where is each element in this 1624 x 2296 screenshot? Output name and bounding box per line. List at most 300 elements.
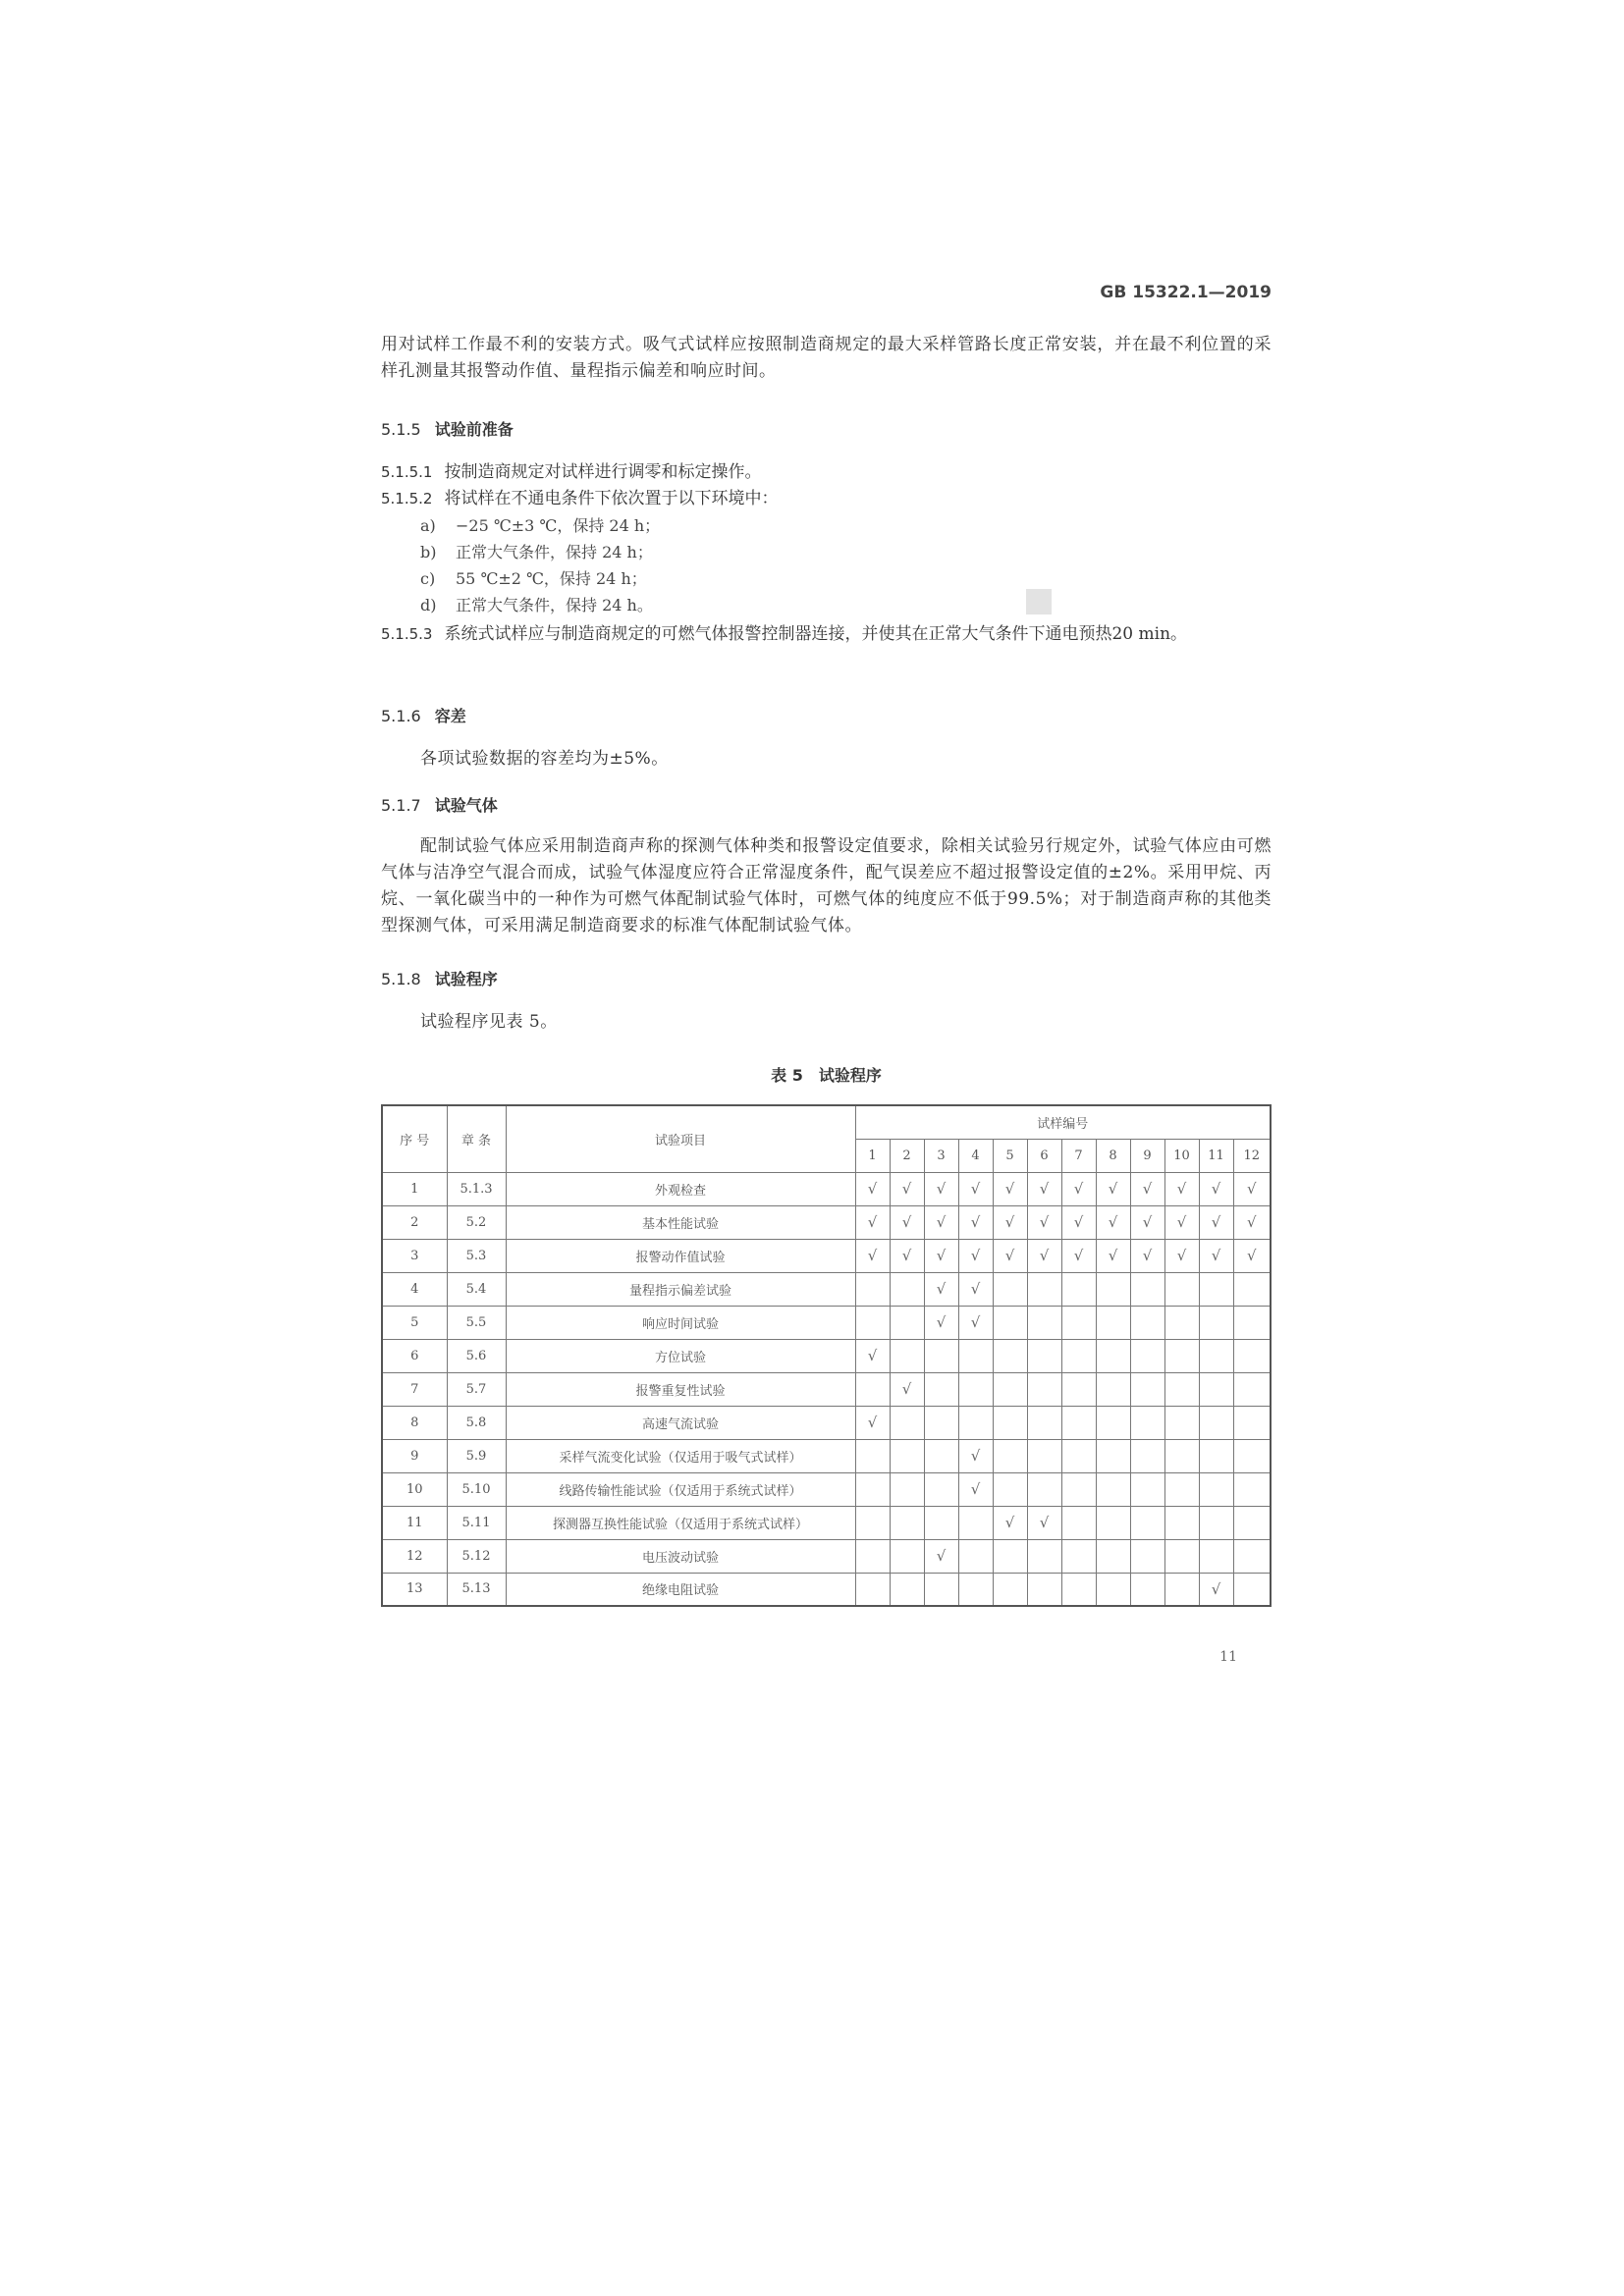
sample-cell — [958, 1439, 993, 1472]
intro-paragraph: 用对试样工作最不利的安装方式。吸气式试样应按照制造商规定的最大采样管路长度正常安装，并在最不利位置的采样孔测量其报警动作值、量程指示偏差和响应时间。 — [381, 335, 1272, 381]
check-mark: √ — [1004, 1213, 1015, 1231]
check-mark: √ — [936, 1547, 947, 1565]
row-item: 电压波动试验 — [506, 1539, 855, 1573]
sample-cell — [1096, 1439, 1130, 1472]
page-number: 11 — [1219, 1649, 1237, 1665]
check-mark: √ — [1142, 1247, 1153, 1264]
sample-cell — [890, 1272, 924, 1306]
row-seq: 2 — [382, 1205, 447, 1239]
sample-number-header: 1 — [855, 1139, 890, 1172]
table-row — [382, 1239, 1271, 1272]
table-row — [382, 1339, 1271, 1372]
section-heading-5-1-6 — [381, 704, 466, 726]
sample-cell — [993, 1406, 1027, 1439]
sample-cell — [958, 1205, 993, 1239]
sample-cell — [855, 1239, 890, 1272]
sample-number-header: 10 — [1164, 1139, 1199, 1172]
sample-cell — [1199, 1339, 1233, 1372]
section-number: 5.1.8 — [381, 970, 421, 988]
sample-cell — [1164, 1372, 1199, 1406]
sample-cell — [924, 1272, 958, 1306]
sample-number-header: 8 — [1096, 1139, 1130, 1172]
sample-cell — [1199, 1372, 1233, 1406]
sub-item-text: −25 ℃±3 ℃，保持 24 h； — [456, 516, 661, 535]
header-seq: 序 号 — [382, 1105, 447, 1172]
section-number: 5.1.6 — [381, 707, 421, 725]
check-mark: √ — [1039, 1247, 1050, 1264]
header-samples: 试样编号 — [855, 1105, 1271, 1139]
check-mark: √ — [901, 1247, 912, 1264]
sample-cell — [993, 1272, 1027, 1306]
sample-cell — [855, 1472, 890, 1506]
sample-cell — [1130, 1272, 1164, 1306]
sample-cell — [1130, 1205, 1164, 1239]
sample-cell — [855, 1272, 890, 1306]
check-mark: √ — [1211, 1247, 1221, 1264]
header-clause: 章 条 — [447, 1105, 506, 1172]
check-mark: √ — [1246, 1213, 1257, 1231]
sample-cell — [993, 1439, 1027, 1472]
check-mark: √ — [1211, 1213, 1221, 1231]
sample-cell — [890, 1172, 924, 1205]
sample-cell — [958, 1406, 993, 1439]
sample-cell — [1233, 1272, 1271, 1306]
sample-cell — [924, 1439, 958, 1472]
sample-cell — [1164, 1306, 1199, 1339]
sample-cell — [1027, 1406, 1061, 1439]
row-seq: 8 — [382, 1406, 447, 1439]
sample-cell — [1061, 1439, 1096, 1472]
sample-cell — [958, 1339, 993, 1372]
sub-item-b — [420, 541, 653, 564]
sample-cell — [958, 1506, 993, 1539]
sample-cell — [924, 1406, 958, 1439]
check-mark: √ — [901, 1180, 912, 1198]
test-procedure-table — [381, 1104, 1272, 1607]
section-title: 试验前准备 — [434, 420, 514, 439]
row-clause: 5.9 — [447, 1439, 506, 1472]
sample-cell — [1199, 1539, 1233, 1573]
check-mark: √ — [1176, 1180, 1187, 1198]
sample-cell — [1233, 1406, 1271, 1439]
sample-cell — [924, 1172, 958, 1205]
sample-cell — [1130, 1472, 1164, 1506]
table-row — [382, 1573, 1271, 1606]
sample-cell — [890, 1573, 924, 1606]
sample-cell — [890, 1339, 924, 1372]
sample-cell — [855, 1439, 890, 1472]
item-text: 系统式试样应与制造商规定的可燃气体报警控制器连接，并使其在正常大气条件下通电预热20 min。 — [444, 624, 1188, 644]
sample-cell — [1130, 1239, 1164, 1272]
row-clause: 5.10 — [447, 1472, 506, 1506]
check-mark: √ — [1073, 1247, 1084, 1264]
sample-cell — [1027, 1272, 1061, 1306]
sample-cell — [1130, 1573, 1164, 1606]
sample-cell — [1130, 1506, 1164, 1539]
sample-cell — [1096, 1339, 1130, 1372]
sample-cell — [855, 1539, 890, 1573]
table-title: 表 5 试验程序 — [771, 1066, 882, 1085]
sample-cell — [1233, 1239, 1271, 1272]
table-row — [382, 1306, 1271, 1339]
sample-cell — [993, 1205, 1027, 1239]
check-mark: √ — [1004, 1247, 1015, 1264]
sample-cell — [890, 1506, 924, 1539]
sample-cell — [993, 1506, 1027, 1539]
sample-cell — [1027, 1573, 1061, 1606]
sample-cell — [1233, 1306, 1271, 1339]
row-clause: 5.6 — [447, 1339, 506, 1372]
sample-number-header: 9 — [1130, 1139, 1164, 1172]
section-number: 5.1.7 — [381, 796, 421, 815]
sample-cell — [1096, 1272, 1130, 1306]
sub-item-text: 正常大气条件，保持 24 h。 — [456, 596, 653, 614]
row-clause: 5.13 — [447, 1573, 506, 1606]
tolerance-paragraph: 各项试验数据的容差均为±5%。 — [420, 749, 669, 769]
check-mark: √ — [1246, 1180, 1257, 1198]
section-number: 5.1.5 — [381, 420, 421, 439]
row-seq: 12 — [382, 1539, 447, 1573]
sample-cell — [1164, 1472, 1199, 1506]
row-clause: 5.5 — [447, 1306, 506, 1339]
sample-cell — [1164, 1205, 1199, 1239]
sample-cell — [1096, 1239, 1130, 1272]
item-5-1-5-1 — [381, 459, 1272, 486]
sub-item-text: 55 ℃±2 ℃，保持 24 h； — [456, 569, 647, 588]
check-mark: √ — [867, 1347, 878, 1364]
sample-cell — [1096, 1506, 1130, 1539]
sample-cell — [958, 1272, 993, 1306]
row-clause: 5.2 — [447, 1205, 506, 1239]
sample-cell — [1061, 1205, 1096, 1239]
sample-cell — [958, 1573, 993, 1606]
sample-cell — [855, 1172, 890, 1205]
check-mark: √ — [867, 1414, 878, 1431]
sample-cell — [1164, 1439, 1199, 1472]
section-heading-5-1-5 — [381, 417, 514, 440]
sample-cell — [1096, 1205, 1130, 1239]
sample-cell — [1061, 1306, 1096, 1339]
row-seq: 4 — [382, 1272, 447, 1306]
sample-cell — [1130, 1406, 1164, 1439]
sample-cell — [924, 1239, 958, 1272]
sample-cell — [1233, 1372, 1271, 1406]
sample-cell — [958, 1306, 993, 1339]
sample-cell — [1199, 1172, 1233, 1205]
sub-item-label: b) — [420, 543, 437, 561]
table-row — [382, 1472, 1271, 1506]
sample-number-header: 4 — [958, 1139, 993, 1172]
check-mark: √ — [970, 1313, 981, 1331]
sample-cell — [1130, 1439, 1164, 1472]
section-title: 试验气体 — [434, 796, 498, 815]
sample-number-header: 2 — [890, 1139, 924, 1172]
check-mark: √ — [936, 1247, 947, 1264]
check-mark: √ — [970, 1213, 981, 1231]
sample-cell — [1130, 1539, 1164, 1573]
procedure-paragraph: 试验程序见表 5。 — [420, 1012, 558, 1032]
row-item: 采样气流变化试验（仅适用于吸气式试样） — [506, 1439, 855, 1472]
row-clause: 5.1.3 — [447, 1172, 506, 1205]
table-row — [382, 1272, 1271, 1306]
sample-cell — [1130, 1372, 1164, 1406]
sample-cell — [993, 1306, 1027, 1339]
check-mark: √ — [1004, 1180, 1015, 1198]
sample-cell — [855, 1573, 890, 1606]
row-item: 绝缘电阻试验 — [506, 1573, 855, 1606]
sample-cell — [1164, 1573, 1199, 1606]
check-mark: √ — [970, 1480, 981, 1498]
sample-cell — [855, 1506, 890, 1539]
sample-cell — [924, 1339, 958, 1372]
sample-cell — [890, 1239, 924, 1272]
sub-item-a — [420, 514, 660, 538]
sample-cell — [1027, 1472, 1061, 1506]
sample-cell — [1027, 1172, 1061, 1205]
sample-cell — [1233, 1205, 1271, 1239]
sample-cell — [924, 1306, 958, 1339]
check-mark: √ — [936, 1180, 947, 1198]
sample-cell — [1233, 1172, 1271, 1205]
check-mark: √ — [901, 1213, 912, 1231]
check-mark: √ — [936, 1280, 947, 1298]
sample-cell — [1061, 1172, 1096, 1205]
row-clause: 5.4 — [447, 1272, 506, 1306]
row-item: 基本性能试验 — [506, 1205, 855, 1239]
row-item: 线路传输性能试验（仅适用于系统式试样） — [506, 1472, 855, 1506]
sample-cell — [924, 1539, 958, 1573]
sample-cell — [890, 1205, 924, 1239]
sample-cell — [1061, 1339, 1096, 1372]
check-mark: √ — [1039, 1180, 1050, 1198]
item-number: 5.1.5.2 — [381, 490, 433, 507]
check-mark: √ — [1211, 1579, 1221, 1598]
check-mark: √ — [901, 1380, 912, 1398]
row-clause: 5.11 — [447, 1506, 506, 1539]
sample-cell — [1199, 1472, 1233, 1506]
check-mark: √ — [1246, 1247, 1257, 1264]
sample-cell — [993, 1239, 1027, 1272]
sample-number-header: 11 — [1199, 1139, 1233, 1172]
check-mark: √ — [1108, 1180, 1118, 1198]
table-row — [382, 1172, 1271, 1205]
sample-cell — [1061, 1472, 1096, 1506]
table-row — [382, 1539, 1271, 1573]
sample-number-header: 7 — [1061, 1139, 1096, 1172]
item-5-1-5-2 — [381, 486, 1272, 512]
check-mark: √ — [1142, 1213, 1153, 1231]
sample-cell — [855, 1306, 890, 1339]
sub-item-label: a) — [420, 516, 436, 535]
sample-cell — [1027, 1205, 1061, 1239]
sample-cell — [1027, 1439, 1061, 1472]
sample-cell — [855, 1406, 890, 1439]
row-item: 响应时间试验 — [506, 1306, 855, 1339]
sample-cell — [1061, 1272, 1096, 1306]
sample-cell — [855, 1205, 890, 1239]
sample-cell — [1164, 1339, 1199, 1372]
sub-item-c — [420, 567, 647, 591]
sample-cell — [890, 1372, 924, 1406]
sample-cell — [1199, 1272, 1233, 1306]
row-seq: 1 — [382, 1172, 447, 1205]
sample-cell — [1027, 1372, 1061, 1406]
sample-cell — [1027, 1539, 1061, 1573]
check-mark: √ — [867, 1213, 878, 1231]
row-clause: 5.3 — [447, 1239, 506, 1272]
row-clause: 5.7 — [447, 1372, 506, 1406]
check-mark: √ — [1004, 1514, 1015, 1531]
section-title: 容差 — [434, 707, 466, 725]
sample-cell — [1130, 1339, 1164, 1372]
check-mark: √ — [867, 1180, 878, 1198]
sub-item-label: d) — [420, 596, 437, 614]
sample-cell — [890, 1472, 924, 1506]
header-item: 试验项目 — [506, 1105, 855, 1172]
sample-number-header: 6 — [1027, 1139, 1061, 1172]
sample-cell — [1027, 1506, 1061, 1539]
sample-cell — [1027, 1339, 1061, 1372]
sub-item-label: c) — [420, 569, 436, 588]
sub-item-d — [420, 594, 653, 617]
row-item: 探测器互换性能试验（仅适用于系统式试样） — [506, 1506, 855, 1539]
item-text: 按制造商规定对试样进行调零和标定操作。 — [444, 462, 762, 482]
sample-cell — [1233, 1506, 1271, 1539]
item-number: 5.1.5.3 — [381, 625, 433, 643]
sample-number-header: 3 — [924, 1139, 958, 1172]
row-clause: 5.8 — [447, 1406, 506, 1439]
row-seq: 7 — [382, 1372, 447, 1406]
sample-cell — [958, 1372, 993, 1406]
row-item: 高速气流试验 — [506, 1406, 855, 1439]
row-item: 量程指示偏差试验 — [506, 1272, 855, 1306]
sample-cell — [890, 1406, 924, 1439]
sample-cell — [1233, 1539, 1271, 1573]
check-mark: √ — [1211, 1180, 1221, 1198]
row-item: 报警重复性试验 — [506, 1372, 855, 1406]
check-mark: √ — [1039, 1514, 1050, 1531]
sample-cell — [1164, 1239, 1199, 1272]
sample-cell — [890, 1439, 924, 1472]
row-seq: 9 — [382, 1439, 447, 1472]
sample-cell — [855, 1372, 890, 1406]
sample-cell — [1096, 1372, 1130, 1406]
table-row — [382, 1372, 1271, 1406]
row-item: 报警动作值试验 — [506, 1239, 855, 1272]
sample-cell — [1130, 1172, 1164, 1205]
row-item: 外观检查 — [506, 1172, 855, 1205]
sample-cell — [1199, 1439, 1233, 1472]
sample-cell — [924, 1205, 958, 1239]
item-5-1-5-3 — [381, 621, 1272, 648]
sample-cell — [1027, 1306, 1061, 1339]
sample-cell — [1199, 1406, 1233, 1439]
sample-cell — [1061, 1539, 1096, 1573]
sample-cell — [1164, 1172, 1199, 1205]
sample-cell — [1164, 1406, 1199, 1439]
check-mark: √ — [1142, 1180, 1153, 1198]
sample-cell — [958, 1172, 993, 1205]
sample-cell — [1096, 1172, 1130, 1205]
item-text: 将试样在不通电条件下依次置于以下环境中： — [444, 489, 779, 508]
table-row — [382, 1439, 1271, 1472]
sample-cell — [993, 1539, 1027, 1573]
sample-cell — [993, 1472, 1027, 1506]
sample-cell — [958, 1472, 993, 1506]
row-seq: 11 — [382, 1506, 447, 1539]
sample-cell — [1164, 1539, 1199, 1573]
check-mark: √ — [1176, 1247, 1187, 1264]
sample-cell — [1061, 1239, 1096, 1272]
row-seq: 5 — [382, 1306, 447, 1339]
sample-cell — [1199, 1573, 1233, 1606]
sub-item-text: 正常大气条件，保持 24 h； — [456, 543, 653, 561]
sample-cell — [890, 1306, 924, 1339]
sample-cell — [1233, 1339, 1271, 1372]
table-row — [382, 1406, 1271, 1439]
sample-cell — [1199, 1506, 1233, 1539]
item-number: 5.1.5.1 — [381, 463, 433, 481]
row-clause: 5.12 — [447, 1539, 506, 1573]
row-item: 方位试验 — [506, 1339, 855, 1372]
section-heading-5-1-8 — [381, 967, 498, 989]
check-mark: √ — [867, 1247, 878, 1264]
sample-cell — [924, 1573, 958, 1606]
check-mark: √ — [936, 1313, 947, 1331]
sample-cell — [1199, 1239, 1233, 1272]
check-mark: √ — [1073, 1213, 1084, 1231]
sample-cell — [1233, 1573, 1271, 1606]
sample-cell — [855, 1339, 890, 1372]
sample-cell — [924, 1506, 958, 1539]
sample-cell — [958, 1239, 993, 1272]
sample-cell — [1164, 1506, 1199, 1539]
check-mark: √ — [1176, 1213, 1187, 1231]
sample-cell — [1061, 1506, 1096, 1539]
scan-artifact — [1026, 589, 1052, 614]
check-mark: √ — [1108, 1247, 1118, 1264]
test-gas-paragraph: 配制试验气体应采用制造商声称的探测气体种类和报警设定值要求，除相关试验另行规定外，试验气体应由可燃气体与洁净空气混合而成，试验气体湿度应符合正常湿度条件，配气误差应不超过报警设定值的±2%。采用甲烷、丙烷、一氧化碳当中的一种作为可燃气体配制试验气体时，可燃气体的纯度应不低于99.5%；对于制造商声称的其他类型探测气体，可采用满足制造商要求的标准气体配制试验气体。 — [381, 836, 1272, 935]
check-mark: √ — [970, 1280, 981, 1298]
sample-cell — [1096, 1539, 1130, 1573]
sample-cell — [1061, 1406, 1096, 1439]
check-mark: √ — [936, 1213, 947, 1231]
sample-cell — [993, 1339, 1027, 1372]
row-seq: 10 — [382, 1472, 447, 1506]
sample-cell — [1061, 1573, 1096, 1606]
section-title: 试验程序 — [434, 970, 498, 988]
sample-number-header: 5 — [993, 1139, 1027, 1172]
sample-cell — [890, 1539, 924, 1573]
sample-cell — [993, 1172, 1027, 1205]
sample-cell — [1096, 1406, 1130, 1439]
sample-cell — [924, 1372, 958, 1406]
sample-cell — [1199, 1306, 1233, 1339]
sample-cell — [1096, 1472, 1130, 1506]
check-mark: √ — [1073, 1180, 1084, 1198]
check-mark: √ — [970, 1180, 981, 1198]
sample-cell — [1027, 1239, 1061, 1272]
row-seq: 3 — [382, 1239, 447, 1272]
doc-code: GB 15322.1—2019 — [1100, 283, 1272, 302]
check-mark: √ — [1108, 1213, 1118, 1231]
sample-cell — [1061, 1372, 1096, 1406]
table-row — [382, 1205, 1271, 1239]
sample-cell — [993, 1372, 1027, 1406]
sample-cell — [1233, 1439, 1271, 1472]
table-row — [382, 1506, 1271, 1539]
sample-cell — [1164, 1272, 1199, 1306]
